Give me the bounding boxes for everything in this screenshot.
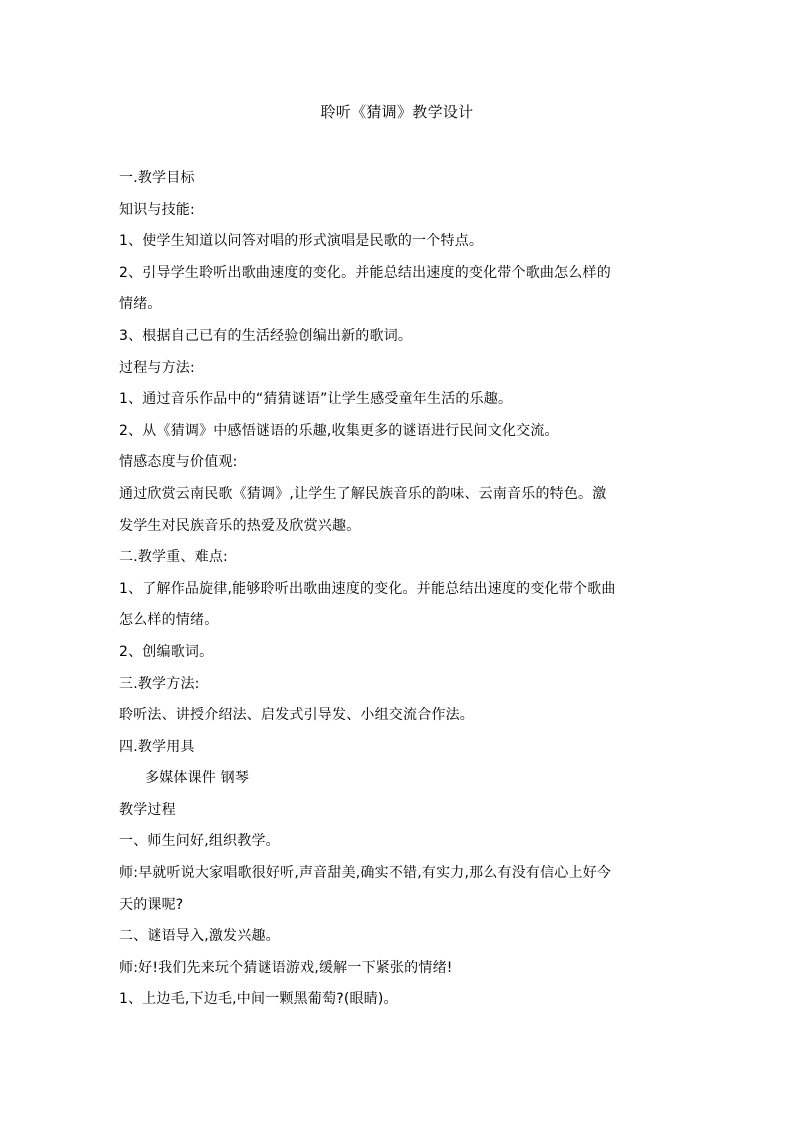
paragraph-line: 师:早就听说大家唱歌很好听,声音甜美,确实不错,有实力,那么有没有信心上好今 <box>119 865 612 882</box>
paragraph-line: 多媒体课件 钢琴 <box>145 770 250 787</box>
paragraph-line: 1、通过音乐作品中的“猜猜谜语”让学生感受童年生活的乐趣。 <box>119 391 513 408</box>
paragraph-line: 天的课呢? <box>119 896 184 913</box>
section-heading-process: 教学过程 <box>119 801 176 818</box>
paragraph-line: 1、上边毛,下边毛,中间一颗黑葡萄?(眼睛)。 <box>119 991 398 1008</box>
paragraph-line: 1、了解作品旋律,能够聆听出歌曲速度的变化。并能总结出速度的变化带个歌曲 <box>119 580 616 597</box>
paragraph-line: 通过欣赏云南民歌《猜调》,让学生了解民族音乐的韵味、云南音乐的特色。激 <box>119 485 607 502</box>
paragraph-line: 3、根据自己已有的生活经验创编出新的歌词。 <box>119 327 413 344</box>
paragraph-line: 一、师生问好,组织教学。 <box>119 833 280 850</box>
paragraph-line: 发学生对民族音乐的热爱及欣赏兴趣。 <box>119 517 361 534</box>
subheading-knowledge-skills: 知识与技能: <box>119 201 195 218</box>
paragraph-line: 二、谜语导入,激发兴趣。 <box>119 928 280 945</box>
subheading-process-method: 过程与方法: <box>119 359 195 376</box>
paragraph-line: 聆听法、讲授介绍法、启发式引导发、小组交流合作法。 <box>119 707 474 724</box>
paragraph-line: 2、从《猜调》中感悟谜语的乐趣,收集更多的谜语进行民间文化交流。 <box>119 422 559 439</box>
paragraph-line: 情绪。 <box>119 296 162 313</box>
section-heading-key-points: 二.教学重、难点: <box>119 549 228 566</box>
paragraph-line: 2、创编歌词。 <box>119 643 214 660</box>
subheading-attitude-values: 情感态度与价值观: <box>119 454 238 471</box>
paragraph-line: 师:好!我们先来玩个猜谜语游戏,缓解一下紧张的情绪! <box>119 959 453 976</box>
page-title: 聆听《猜调》教学设计 <box>320 103 474 121</box>
section-heading-methods: 三.教学方法: <box>119 675 200 692</box>
section-heading-tools: 四.教学用具 <box>119 738 195 755</box>
paragraph-line: 1、使学生知道以问答对唱的形式演唱是民歌的一个特点。 <box>119 233 484 250</box>
paragraph-line: 怎么样的情绪。 <box>119 612 219 629</box>
section-heading-objectives: 一.教学目标 <box>119 170 195 186</box>
paragraph-line: 2、引导学生聆听出歌曲速度的变化。并能总结出速度的变化带个歌曲怎么样的 <box>119 264 611 281</box>
document-body <box>119 163 679 1016</box>
